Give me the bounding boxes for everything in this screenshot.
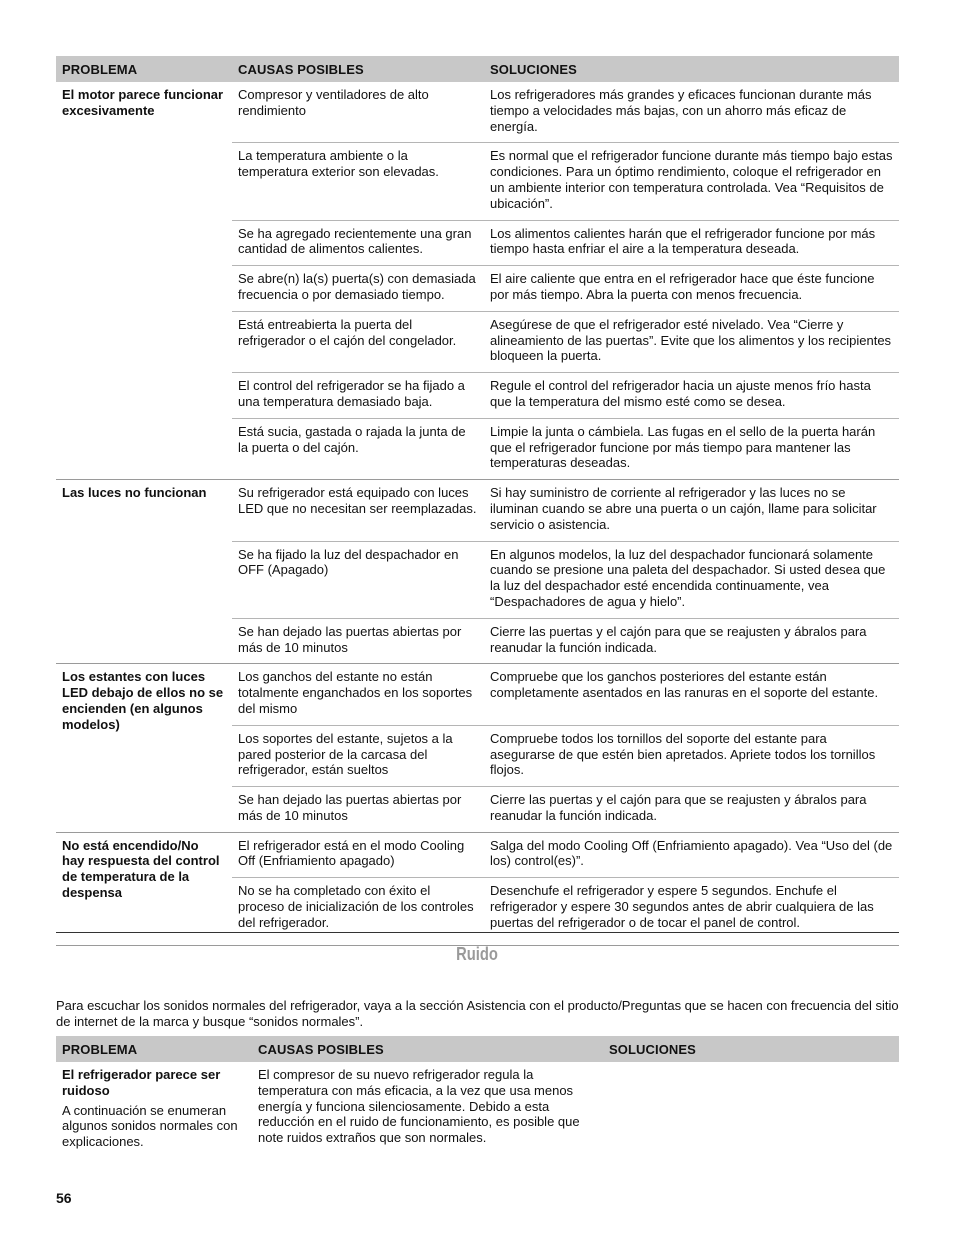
problem-note: A continuación se enumeran algunos sonidos normales con explicaciones. — [62, 1102, 238, 1150]
cause-cell: La temperatura ambiente o la temperatura exterior son elevadas. — [238, 148, 439, 180]
table-row — [232, 833, 899, 879]
solution-cell: Compruebe todos los tornillos del soporte del estante para asegurarse de que estén bien apretados. Apriete todos los tornillos flojos. — [490, 730, 876, 778]
cause-cell: Se han dejado las puertas abiertas por más de 10 minutos — [238, 623, 462, 655]
table-row — [56, 1062, 899, 1150]
solution-cell: Cierre las puertas y el cajón para que se reajusten y ábralos para reanudar la función indicada. — [490, 623, 867, 655]
section-divider — [56, 932, 899, 933]
table-row — [232, 619, 899, 664]
header-problem: PROBLEMA — [62, 1041, 138, 1057]
table-row — [232, 726, 899, 787]
noise-table — [56, 1036, 899, 1150]
table-row — [232, 373, 899, 419]
cause-cell: Se ha agregado recientemente una gran cantidad de alimentos calientes. — [238, 225, 472, 257]
cause-cell: Compresor y ventiladores de alto rendimiento — [238, 87, 429, 118]
solution-cell: Salga del modo Cooling Off (Enfriamiento apagado). Vea “Uso del (de los) control(es)”. — [490, 837, 893, 869]
table-row — [232, 480, 899, 541]
solution-cell: Asegúrese de que el refrigerador esté nivelado. Vea “Cierre y alineamiento de las puertas”. Evite que los alimentos y los recipientes bloqueen la puerta. — [490, 316, 892, 364]
table-row — [232, 664, 899, 725]
cause-cell: Los soportes del estante, sujetos a la pared posterior de la carcasa del refrigerador, están sueltos — [238, 730, 453, 778]
header-problem: PROBLEMA — [62, 61, 138, 77]
solution-cell: Si hay suministro de corriente al refrigerador y las luces no se iluminan cuando se abre una puerta o un cajón, llame para solicitar servicio o asistencia. — [490, 485, 877, 532]
section-intro: Para escuchar los sonidos normales del refrigerador, vaya a la sección Asistencia con el producto/Preguntas que se hacen con frecuencia del sitio de internet de la marca y busque “sonidos normales”. — [56, 998, 899, 1029]
problem-label: Las luces no funcionan — [62, 485, 207, 501]
problem-label: El refrigerador parece ser ruidoso — [62, 1067, 221, 1098]
problem-group-pantry-control — [56, 833, 899, 946]
table-row — [232, 82, 899, 143]
table-header — [56, 1036, 899, 1062]
solution-cell: Compruebe que los ganchos posteriores del estante están completamente asentados en las ranuras en el soporte del estante. — [490, 669, 879, 701]
troubleshooting-table — [56, 56, 899, 946]
table-row — [232, 266, 899, 312]
solution-cell: Cierre las puertas y el cajón para que se reajusten y ábralos para reanudar la función indicada. — [490, 792, 867, 823]
table-row — [232, 312, 899, 373]
problem-label: No está encendido/No hay respuesta del control de temperatura de la despensa — [62, 837, 220, 901]
problem-cell — [56, 1062, 252, 1150]
cause-cell: Los ganchos del estante no están totalmente enganchados en los soportes del mismo — [238, 669, 473, 716]
solution-cell: Los alimentos calientes harán que el refrigerador funcione por más tiempo hasta enfriar el aire a la temperatura deseada. — [490, 225, 876, 257]
problem-group-motor — [56, 82, 899, 480]
problem-group-lights — [56, 480, 899, 664]
cause-cell: Está entreabierta la puerta del refrigerador o el cajón del congelador. — [238, 316, 457, 348]
table-header — [56, 56, 899, 82]
table-row — [232, 878, 899, 938]
page-number: 56 — [56, 1190, 72, 1206]
solution-cell: El aire caliente que entra en el refrigerador hace que éste funcione por más tiempo. Abra la puerta con menos frecuencia. — [490, 271, 875, 302]
cause-cell: El refrigerador está en el modo Cooling Off (Enfriamiento apagado) — [238, 837, 465, 869]
solution-cell: Desenchufe el refrigerador y espere 5 segundos. Enchufe el refrigerador y espere 30 segundos antes de abrir cualquiera de las puertas del refrigerador o de tocar el panel de control. — [490, 883, 874, 930]
problem-label: Los estantes con luces LED debajo de ellos no se encienden (en algunos modelos) — [62, 669, 224, 732]
table-row — [232, 787, 899, 832]
problem-label: El motor parece funcionar excesivamente — [62, 87, 224, 118]
cause-cell: El control del refrigerador se ha fijado a una temperatura demasiado baja. — [238, 378, 465, 409]
cause-cell: Se abre(n) la(s) puerta(s) con demasiada frecuencia o por demasiado tiempo. — [238, 271, 476, 302]
solution-cell: Los refrigeradores más grandes y eficaces funcionan durante más tiempo a velocidades más bajas, con un ahorro más eficaz de energía. — [490, 87, 872, 134]
cause-cell: No se ha completado con éxito el proceso de inicialización de los controles del refrigerador. — [238, 883, 474, 930]
cause-cell: Se han dejado las puertas abiertas por más de 10 minutos — [238, 792, 462, 823]
header-solutions: SOLUCIONES — [609, 1041, 696, 1057]
solution-cell: Regule el control del refrigerador hacia un ajuste menos frío hasta que la temperatura del mismo esté como se desea. — [490, 378, 871, 409]
solution-cell: Limpie la junta o cámbiela. Las fugas en el sello de la puerta harán que el refrigerador funcione por más tiempo para mantener las temperaturas deseadas. — [490, 423, 876, 471]
cause-cell: Está sucia, gastada o rajada la junta de la puerta o del cajón. — [238, 423, 466, 455]
section-title: Ruido — [456, 944, 498, 964]
cause-cell: Su refrigerador está equipado con luces LED que no necesitan ser reemplazadas. — [238, 485, 477, 516]
problem-group-shelf-lights — [56, 664, 899, 832]
table-row — [232, 221, 899, 267]
cause-cell: Se ha fijado la luz del despachador en OFF (Apagado) — [238, 546, 459, 578]
table-row — [232, 542, 899, 619]
solution-cell: En algunos modelos, la luz del despachador funcionará solamente cuando se presione una paleta del despachador. Si usted desea que la luz del despachador esté encendida continuamente, vea “Despachadores de agua y hielo”. — [490, 546, 886, 609]
header-solutions: SOLUCIONES — [490, 61, 577, 77]
table-row — [232, 143, 899, 220]
header-causes: CAUSAS POSIBLES — [238, 61, 364, 77]
cause-cell: El compresor de su nuevo refrigerador regula la temperatura con más eficacia, a la vez que usa menos energía y funciona silenciosamente. Debido a esta reducción en el ruido de funcionamiento, es posible que note ruidos extraños que son normales. — [258, 1067, 580, 1146]
header-causes: CAUSAS POSIBLES — [258, 1041, 384, 1057]
table-row — [232, 419, 899, 479]
solution-cell: Es normal que el refrigerador funcione durante más tiempo bajo estas condiciones. Para un óptimo rendimiento, coloque el refrigerador en un ambiente interior con temperatura controlada. Vea “Requisitos de ubicación”. — [490, 148, 893, 211]
